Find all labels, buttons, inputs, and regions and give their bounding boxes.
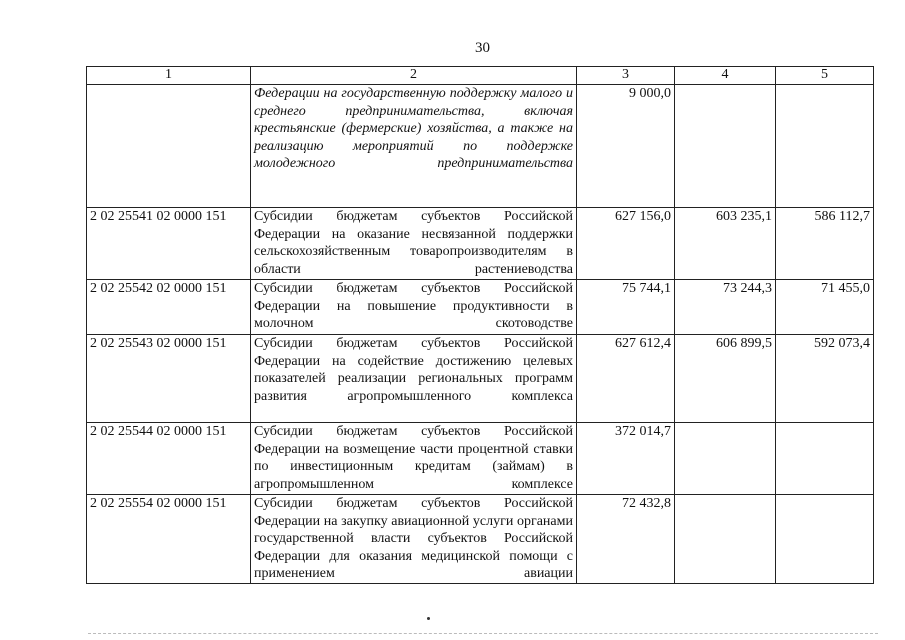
table-header-row: [87, 67, 874, 85]
row-description: Субсидии бюджетам субъектов Российской Федерации на оказание несвязанной поддержки сельскохозяйственным товаропроизводителям в области растениеводства: [251, 208, 577, 280]
table-row: [87, 423, 874, 495]
header-col-1: 1: [87, 67, 251, 85]
row-value-col4: [675, 495, 776, 584]
header-col-3: 3: [577, 67, 675, 85]
table-row: [87, 208, 874, 280]
row-value-col4: [675, 423, 776, 495]
row-description: Субсидии бюджетам субъектов Российской Федерации на возмещение части процентной ставки по инвестиционным кредитам (займам) в агропромышленном комплексе: [251, 423, 577, 495]
page-number: 30: [475, 40, 490, 56]
row-code: [87, 85, 251, 208]
row-value-col5: [776, 495, 874, 584]
scan-speck: [427, 617, 430, 620]
row-value-col3: 627 156,0: [577, 208, 675, 280]
row-value-col3: 627 612,4: [577, 335, 675, 423]
row-code: 2 02 25543 02 0000 151: [87, 335, 251, 423]
header-col-5: 5: [776, 67, 874, 85]
row-value-col4: [675, 85, 776, 208]
row-value-col5: [776, 85, 874, 208]
row-value-col3: 75 744,1: [577, 280, 675, 335]
row-value-col5: [776, 423, 874, 495]
row-code: 2 02 25541 02 0000 151: [87, 208, 251, 280]
row-value-col5: 592 073,4: [776, 335, 874, 423]
page-bottom-rule: [88, 633, 878, 634]
row-value-col4: 603 235,1: [675, 208, 776, 280]
row-value-col4: 606 899,5: [675, 335, 776, 423]
row-description: Субсидии бюджетам субъектов Российской Федерации на повышение продуктивности в молочном скотоводстве: [251, 280, 577, 335]
row-value-col5: 71 455,0: [776, 280, 874, 335]
row-value-col3: 372 014,7: [577, 423, 675, 495]
row-code: 2 02 25554 02 0000 151: [87, 495, 251, 584]
row-code: 2 02 25542 02 0000 151: [87, 280, 251, 335]
row-description: Субсидии бюджетам субъектов Российской Федерации на закупку авиационной услуги органами государственной власти субъектов Российской Федерации для оказания медицинской помощи с применением авиации: [251, 495, 577, 584]
budget-table: [86, 66, 874, 584]
row-code: 2 02 25544 02 0000 151: [87, 423, 251, 495]
header-col-2: 2: [251, 67, 577, 85]
table-row: [87, 335, 874, 423]
row-value-col5: 586 112,7: [776, 208, 874, 280]
table-row: [87, 85, 874, 208]
row-value-col3: 72 432,8: [577, 495, 675, 584]
table-row: [87, 280, 874, 335]
row-description: Субсидии бюджетам субъектов Российской Федерации на содействие достижению целевых показателей реализации региональных программ развития агропромышленного комплекса: [251, 335, 577, 423]
header-col-4: 4: [675, 67, 776, 85]
row-description: Федерации на государственную поддержку малого и среднего предпринимательства, включая крестьянские (фермерские) хозяйства, а также на реализацию мероприятий по поддержке молодежного предпринимательства: [251, 85, 577, 208]
row-value-col4: 73 244,3: [675, 280, 776, 335]
row-value-col3: 9 000,0: [577, 85, 675, 208]
table-row: [87, 495, 874, 584]
